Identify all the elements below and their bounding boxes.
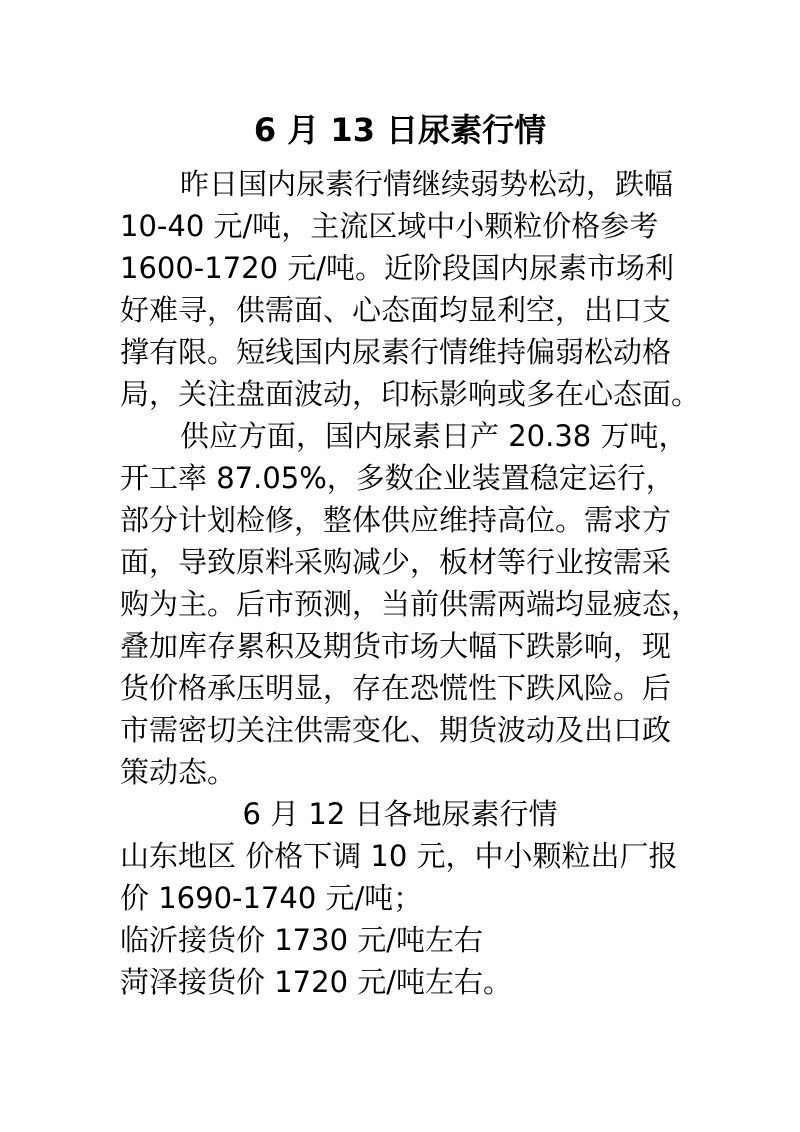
paragraph-line: 供应方面，国内尿素日产 20.38 万吨，: [180, 419, 688, 453]
regional-line: 临沂接货价 1730 元/吨左右: [120, 923, 484, 957]
paragraph-line: 购为主。后市预测，当前供需两端均显疲态，: [120, 587, 701, 621]
section-subtitle: 6 月 12 日各地尿素行情: [242, 797, 558, 831]
paragraph-line: 开工率 87.05%，多数企业装置稳定运行，: [120, 461, 675, 495]
paragraph-line: 市需密切关注供需变化、期货波动及出口政: [120, 713, 672, 747]
paragraph-line: 昨日国内尿素行情继续弱势松动，跌幅: [180, 167, 674, 201]
paragraph-line: 局，关注盘面波动，印标影响或多在心态面。: [120, 377, 701, 411]
regional-line: 价 1690-1740 元/吨；: [120, 881, 423, 915]
paragraph-line: 货价格承压明显，存在恐慌性下跌风险。后: [120, 671, 672, 705]
paragraph-line: 10-40 元/吨，主流区域中小颗粒价格参考: [120, 209, 659, 243]
document-title: 6 月 13 日尿素行情: [253, 111, 547, 149]
paragraph-line: 面，导致原料采购减少，板材等行业按需采: [120, 545, 672, 579]
paragraph-line: 1600-1720 元/吨。近阶段国内尿素市场利: [120, 251, 675, 285]
paragraph-line: 策动态。: [120, 755, 237, 789]
paragraph-line: 部分计划检修，整体供应维持高位。需求方: [120, 503, 672, 537]
regional-line: 菏泽接货价 1720 元/吨左右。: [120, 965, 513, 999]
paragraph-line: 好难寻，供需面、心态面均显利空，出口支: [120, 293, 672, 327]
paragraph-line: 叠加库存累积及期货市场大幅下跌影响，现: [120, 629, 672, 663]
regional-line: 山东地区 价格下调 10 元，中小颗粒出厂报: [120, 839, 678, 873]
paragraph-line: 撑有限。短线国内尿素行情维持偏弱松动格: [120, 335, 672, 369]
